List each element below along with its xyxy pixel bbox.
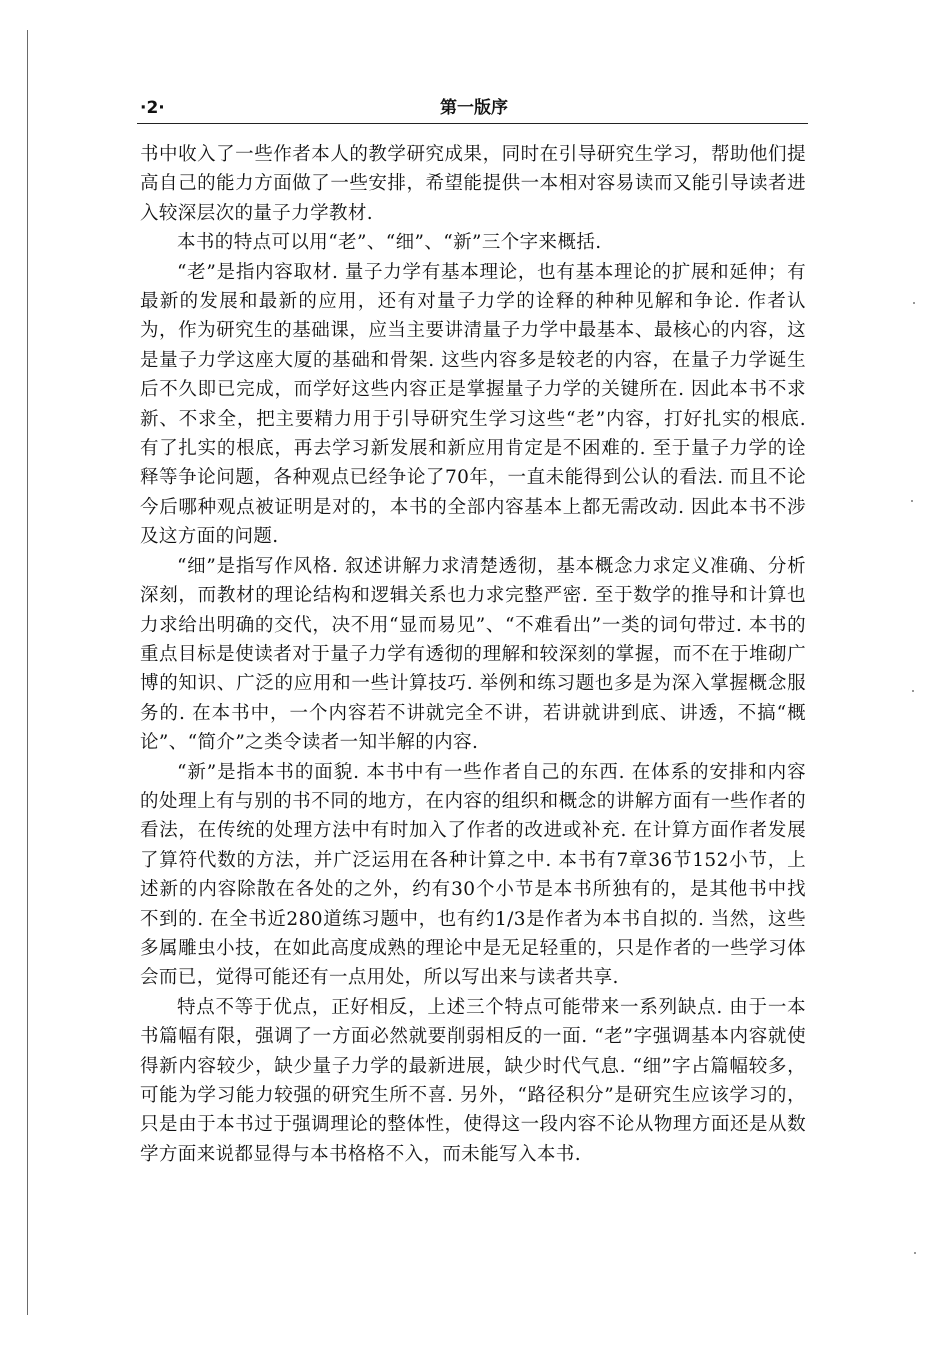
paragraph-shortcomings: 特点不等于优点，正好相反，上述三个特点可能带来一系列缺点. 由于一本书篇幅有限，强调了一方面必然就要削弱相反的一面. “老”字强调基本内容就使得新内容较少，缺少量子力学的最新进展，缺少时代气息. “细”字占篇幅较多，可能为学习能力较强的研究生所不喜. 另外，“路径积分”是研究生应该学习的，只是由于本书过于强调理论的整体性，使得这一段内容不论从物理方面还是从数学方面来说都显得与本书格格不入，而未能写入本书. xyxy=(140,996,806,1165)
paragraph-continuation: 书中收入了一些作者本人的教学研究成果，同时在引导研究生学习，帮助他们提高自己的能力方面做了一些安排，希望能提供一本相对容易读而又能引导读者进入较深层次的量子力学教材. xyxy=(140,144,806,224)
scan-speck xyxy=(913,302,915,304)
paragraph-new: “新”是指本书的面貌. 本书中有一些作者自己的东西. 在体系的安排和内容的处理上有与别的书不同的地方，在内容的组织和概念的讲解方面有一些作者的看法，在传统的处理方法中有时加入了作者的改进或补充. 在计算方面作者发展了算符代数的方法，并广泛运用在各种计算之中. 本书有7章36节152小节，上述新的内容除散在各处的之外，约有30个小节是本书所独有的，是其他书中找不到的. 在全书近280道练习题中，也有约1/3是作者为本书自拟的. 当然，这些多属雕虫小技，在如此高度成熟的理论中是无足轻重的，只是作者的一些学习体会而已，觉得可能还有一点用处，所以写出来与读者共享. xyxy=(140,761,806,989)
header-rule xyxy=(137,123,808,124)
scan-speck xyxy=(912,690,914,692)
scan-speck xyxy=(914,1252,916,1254)
paragraph-old: “老”是指内容取材. 量子力学有基本理论，也有基本理论的扩展和延伸；有最新的发展和最新的应用，还有对量子力学的诠释的种种见解和争论. 作者认为，作为研究生的基础课，应当主要讲清量子力学中最基本、最核心的内容，这是量子力学这座大厦的基础和骨架. 这些内容多是较老的内容，在量子力学诞生后不久即已完成，而学好这些内容正是掌握量子力学的关键所在. 因此本书不求新、不求全，把主要精力用于引导研究生学习这些“老”内容，打好扎实的根底. 有了扎实的根底，再去学习新发展和新应用肯定是不困难的. 至于量子力学的诠释等争论问题，各种观点已经争论了70年，一直未能得到公认的看法. 而且不论今后哪种观点被证明是对的，本书的全部内容基本上都无需改动. 因此本书不涉及这方面的问题. xyxy=(140,261,806,548)
page-header-title: 第一版序 xyxy=(440,98,508,118)
paragraph-detailed: “细”是指写作风格. 叙述讲解力求清楚透彻，基本概念力求定义准确、分析深刻，而教材的理论结构和逻辑关系也力求完整严密. 至于数学的推导和计算也力求给出明确的交代，决不用“显而易见”、“不难看出”一类的词句带过. 本书的重点目标是使读者对于量子力学有透彻的理解和较深刻的掌握，而不在于堆砌广博的知识、广泛的应用和一些计算技巧. 举例和练习题也多是为深入掌握概念服务的. 在本书中，一个内容若不讲就完全不讲，若讲就讲到底、讲透，不搞“概论”、“简介”之类令读者一知半解的内容. xyxy=(140,555,806,754)
scan-speck xyxy=(911,500,913,502)
paragraph-features-intro: 本书的特点可以用“老”、“细”、“新”三个字来概括. xyxy=(177,232,602,254)
binding-edge-line xyxy=(27,30,28,1315)
body-text xyxy=(140,140,806,1169)
running-header xyxy=(140,96,808,120)
page-number: ·2· xyxy=(140,98,165,118)
